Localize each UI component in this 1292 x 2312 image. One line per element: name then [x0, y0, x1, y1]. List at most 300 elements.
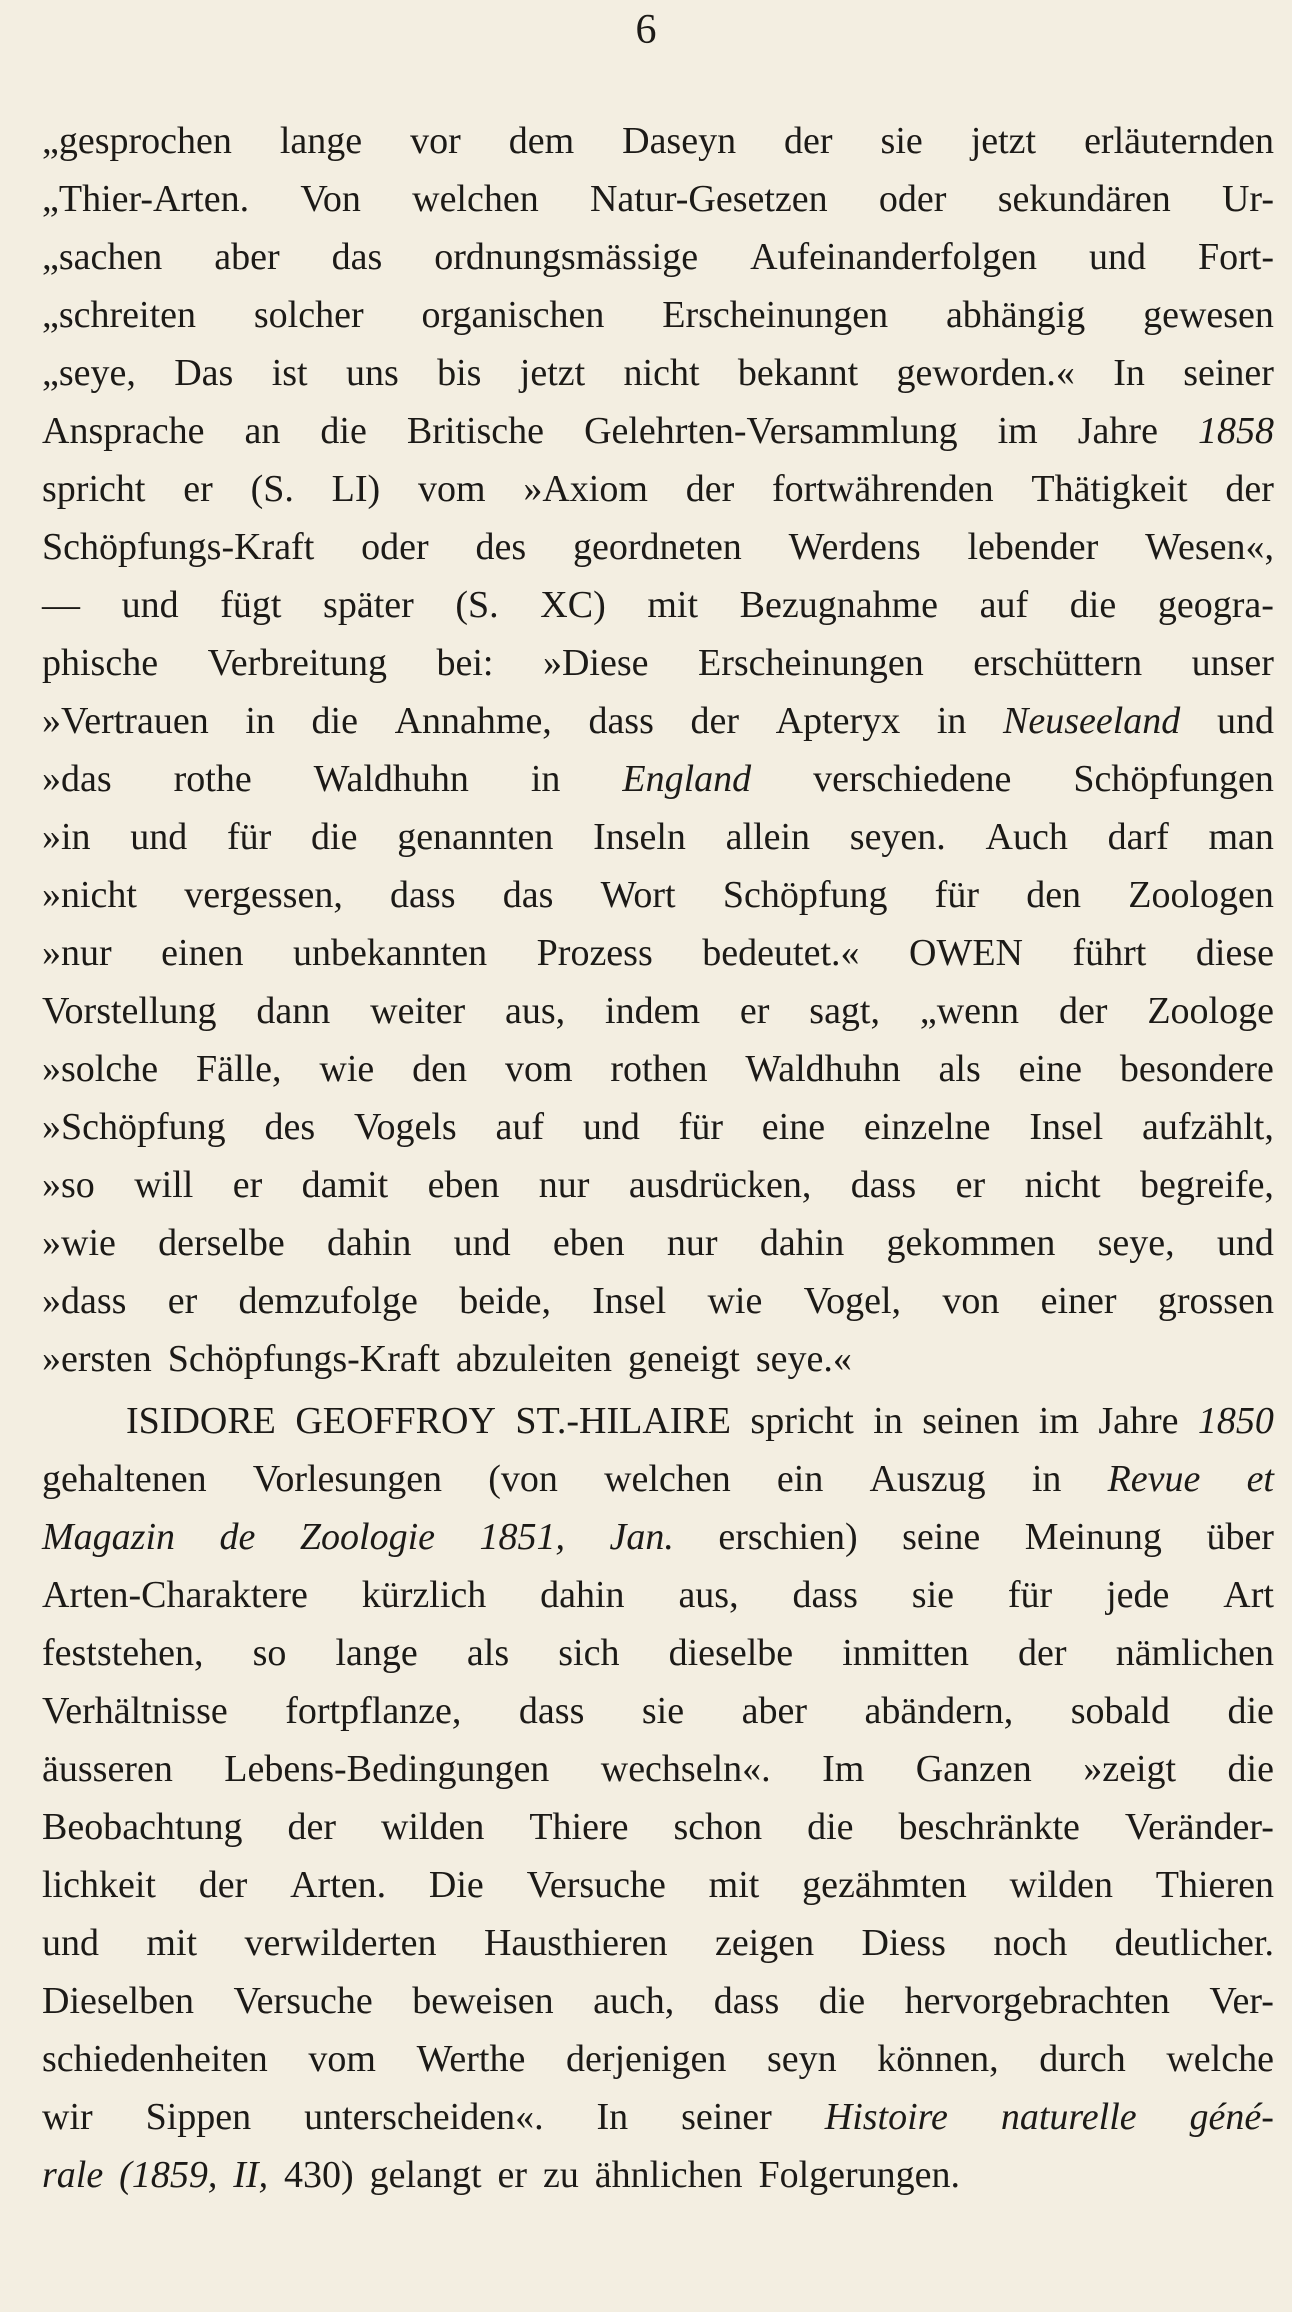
word: und: [121, 584, 179, 626]
word: wilden: [380, 1806, 485, 1848]
word: Magazin: [42, 1516, 175, 1558]
word: seye,: [1097, 1222, 1175, 1264]
word: dahin: [326, 1222, 412, 1264]
word: Verbreitung: [207, 642, 387, 684]
word: beweisen: [412, 1980, 554, 2022]
text-line: [42, 402, 1274, 460]
word: lange: [335, 1632, 418, 1674]
word: bekannt: [737, 352, 859, 394]
word: die: [807, 1806, 854, 1848]
word: in: [530, 758, 561, 800]
word: unser: [1191, 642, 1274, 684]
word: (S.: [455, 584, 499, 626]
word: wilden: [1009, 1864, 1113, 1906]
word: seiner: [1183, 352, 1274, 394]
word: sekundären: [997, 178, 1171, 220]
word: indem: [605, 990, 700, 1032]
text-line: [42, 1682, 1274, 1740]
word: über: [1206, 1516, 1274, 1558]
word: naturelle: [1000, 2096, 1137, 2138]
text-line: [42, 1624, 1274, 1682]
word: Vogel,: [803, 1280, 902, 1322]
word: erschüttern: [973, 642, 1143, 684]
word: Daseyn: [622, 120, 737, 162]
word: für: [227, 816, 272, 858]
word: Wort: [600, 874, 676, 916]
word: und: [453, 1222, 511, 1264]
word: können,: [877, 2038, 999, 2080]
paragraph: [42, 1392, 1274, 2204]
word: und: [42, 1922, 99, 1964]
word: weiter: [370, 990, 466, 1032]
word: uns: [345, 352, 399, 394]
word: eine: [1018, 1048, 1082, 1090]
word: und: [1089, 236, 1147, 278]
word: zeigen: [714, 1922, 815, 1964]
word: Revue: [1107, 1458, 1201, 1500]
text-line: [42, 924, 1274, 982]
word: gezähmten: [802, 1864, 967, 1906]
word: Zoologen: [1128, 874, 1274, 916]
word: »ersten: [42, 1338, 152, 1380]
word: der: [690, 700, 740, 742]
word: für: [678, 1106, 723, 1148]
word: Aufeinanderfolgen: [750, 236, 1038, 278]
word: gewesen: [1143, 294, 1274, 336]
word: Dieselben: [42, 1980, 194, 2022]
word: einzelne: [863, 1106, 991, 1148]
text-line: [42, 518, 1274, 576]
word: —: [42, 584, 80, 626]
word: lichkeit: [42, 1864, 156, 1906]
word: gelangt: [369, 2154, 482, 2196]
word: (von: [488, 1458, 558, 1500]
word: sie: [911, 1574, 955, 1616]
word: seye.«: [755, 1338, 852, 1380]
word: geworden.«: [896, 352, 1075, 394]
text-line: [42, 2030, 1274, 2088]
word: dass: [713, 1980, 780, 2022]
word: und: [130, 816, 188, 858]
word: erläuternden: [1084, 120, 1274, 162]
text-line: [42, 344, 1274, 402]
word: spricht: [750, 1400, 854, 1442]
word: Beobachtung: [42, 1806, 243, 1848]
word: „wenn: [919, 990, 1020, 1032]
word: der: [198, 1864, 248, 1906]
page-number: 6: [635, 7, 657, 53]
word: Versuche: [526, 1864, 666, 1906]
text-line: [42, 460, 1274, 518]
word: Fälle,: [195, 1048, 282, 1090]
word: die: [311, 700, 358, 742]
word: Sippen: [145, 2096, 252, 2138]
word: bei:: [436, 642, 494, 684]
word: seine: [902, 1516, 981, 1558]
word: Gelehrten-Versammlung: [584, 410, 958, 452]
word: im: [997, 410, 1038, 452]
word: 1858: [1197, 410, 1274, 452]
word: jetzt: [970, 120, 1037, 162]
word: er: [183, 468, 213, 510]
word: das: [502, 874, 554, 916]
text-line: [42, 1914, 1274, 1972]
word: Hausthieren: [483, 1922, 668, 1964]
word: »Schöpfung: [42, 1106, 226, 1148]
word: fortpflanze,: [285, 1690, 462, 1732]
text-line: [42, 750, 1274, 808]
word: sie: [880, 120, 923, 162]
word: durch: [1039, 2038, 1126, 2080]
word: dahin: [540, 1574, 625, 1616]
word: Erscheinungen: [662, 294, 889, 336]
word: gekommen: [886, 1222, 1056, 1264]
word: mit: [647, 584, 699, 626]
word: aber: [741, 1690, 807, 1732]
word: Erscheinungen: [697, 642, 924, 684]
word: dass: [588, 700, 654, 742]
word: „Thier-Arten.: [42, 178, 250, 220]
text-line: [42, 1508, 1274, 1566]
word: das: [331, 236, 383, 278]
text-line: [42, 1450, 1274, 1508]
word: OWEN: [909, 932, 1023, 974]
word: Lebens-Bedingungen: [224, 1748, 550, 1790]
word: dieselbe: [668, 1632, 794, 1674]
word: will: [134, 1164, 194, 1206]
word: unterscheiden«.: [304, 2096, 544, 2138]
word: Schöpfungs-Kraft: [167, 1338, 440, 1380]
word: welchen: [604, 1458, 731, 1500]
word: noch: [993, 1922, 1068, 1964]
word: jetzt: [519, 352, 586, 394]
word: auf: [495, 1106, 545, 1148]
word: geogra-: [1157, 584, 1274, 626]
word: sie: [641, 1690, 685, 1732]
word: abhängig: [945, 294, 1086, 336]
word: in: [1031, 1458, 1062, 1500]
word: zu: [542, 2154, 579, 2196]
word: als: [466, 1632, 510, 1674]
text-line: [42, 1330, 1274, 1388]
word: Ur-: [1221, 178, 1274, 220]
word: »zeigt: [1083, 1748, 1177, 1790]
word: vom: [308, 2038, 376, 2080]
word: der: [1058, 990, 1108, 1032]
word: Veränder-: [1124, 1806, 1274, 1848]
word: des: [264, 1106, 316, 1148]
word: Neuseeland: [1003, 700, 1181, 742]
word: Zoologie: [299, 1516, 435, 1558]
word: gehaltenen: [42, 1458, 207, 1500]
word: Waldhuhn: [313, 758, 469, 800]
word: unbekannten: [292, 932, 488, 974]
word: „seye,: [42, 352, 136, 394]
word: mit: [146, 1922, 198, 1964]
word: derselbe: [158, 1222, 285, 1264]
word: fortwährenden: [772, 468, 994, 510]
word: als: [938, 1048, 981, 1090]
word: ist: [271, 352, 308, 394]
word: die: [818, 1980, 866, 2022]
word: 430): [284, 2154, 354, 2196]
word: LI): [331, 468, 381, 510]
word: die: [1227, 1748, 1274, 1790]
word: an: [244, 410, 281, 452]
text-line: [42, 1972, 1274, 2030]
word: »solche: [42, 1048, 159, 1090]
word: Inseln: [593, 816, 686, 858]
text-line: [42, 228, 1274, 286]
word: in: [936, 700, 967, 742]
word: Schöpfungen: [1073, 758, 1274, 800]
word: Wesen«,: [1145, 526, 1274, 568]
word: später: [323, 584, 414, 626]
word: der: [287, 1806, 336, 1848]
word: Ganzen: [915, 1748, 1032, 1790]
word: die: [320, 410, 367, 452]
word: derjenigen: [565, 2038, 727, 2080]
word: er: [955, 1164, 986, 1206]
word: die: [1227, 1690, 1274, 1732]
text-line: [42, 692, 1274, 750]
word: diese: [1195, 932, 1274, 974]
word: schon: [673, 1806, 763, 1848]
word: Britische: [406, 410, 545, 452]
word: Diess: [861, 1922, 946, 1964]
word: eine: [761, 1106, 826, 1148]
word: deutlicher.: [1114, 1922, 1274, 1964]
word: man: [1208, 816, 1274, 858]
text-line: [42, 1856, 1274, 1914]
word: geneigt: [628, 1338, 740, 1380]
word: Ansprache: [42, 410, 205, 452]
word: Prozess: [536, 932, 653, 974]
word: er: [167, 1280, 198, 1322]
word: Waldhuhn: [745, 1048, 901, 1090]
word: Jahre: [1077, 410, 1158, 452]
word: Insel: [1029, 1106, 1104, 1148]
word: seinen: [922, 1400, 1020, 1442]
word: schiedenheiten: [42, 2038, 268, 2080]
word: dann: [256, 990, 331, 1032]
word: Auch: [985, 816, 1068, 858]
word: geordneten: [573, 526, 742, 568]
word: »in: [42, 816, 91, 858]
word: welchen: [412, 178, 539, 220]
word: Histoire: [824, 2096, 948, 2138]
word: Thieren: [1155, 1864, 1274, 1906]
word: »das: [42, 758, 112, 800]
word: er: [497, 2154, 527, 2196]
word: seyn: [766, 2038, 837, 2080]
word: der: [685, 468, 735, 510]
word: vom: [417, 468, 486, 510]
word: abändern,: [864, 1690, 1014, 1732]
text-line: [42, 1272, 1274, 1330]
word: »nicht: [42, 874, 137, 916]
word: er: [232, 1164, 263, 1206]
word: verschiedene: [813, 758, 1012, 800]
word: den: [1026, 874, 1082, 916]
word: ordnungsmässige: [434, 236, 699, 278]
word: vergessen,: [184, 874, 343, 916]
word: sagt,: [809, 990, 880, 1032]
word: Von: [300, 178, 361, 220]
text-line: [42, 634, 1274, 692]
text-line: [42, 170, 1274, 228]
text-line: [42, 2146, 1274, 2204]
word: Versuche: [233, 1980, 373, 2022]
word: Jahre: [1098, 1400, 1179, 1442]
word: dass: [390, 874, 456, 916]
word: aus,: [678, 1574, 739, 1616]
word: Verhältnisse: [42, 1690, 228, 1732]
word: Bezugnahme: [739, 584, 939, 626]
word: Auszug: [869, 1458, 986, 1500]
word: so: [252, 1632, 287, 1674]
word: vom: [504, 1048, 573, 1090]
word: für: [1007, 1574, 1053, 1616]
word: Im: [822, 1748, 865, 1790]
word: rothe: [173, 758, 252, 800]
text-line: [42, 1392, 1274, 1450]
word: England: [622, 758, 752, 800]
word: ausdrücken,: [628, 1164, 812, 1206]
word: den: [412, 1048, 468, 1090]
text-line: [42, 982, 1274, 1040]
text-line: [42, 286, 1274, 344]
word: (S.: [250, 468, 294, 510]
word: géné-: [1189, 2096, 1274, 2138]
word: Vorstellung: [42, 990, 217, 1032]
word: Thätigkeit: [1031, 468, 1188, 510]
word: und: [1216, 1222, 1274, 1264]
word: mit: [708, 1864, 760, 1906]
word: phische: [42, 642, 159, 684]
word: nicht: [1024, 1164, 1101, 1206]
word: Apteryx: [775, 700, 901, 742]
word: Vorlesungen: [252, 1458, 443, 1500]
word: organischen: [421, 294, 605, 336]
word: GEOFFROY: [295, 1400, 496, 1442]
word: Schöpfungs-Kraft: [42, 526, 315, 568]
word: nur: [666, 1222, 718, 1264]
word: begreife,: [1139, 1164, 1274, 1206]
word: aufzählt,: [1142, 1106, 1274, 1148]
word: im: [1038, 1400, 1079, 1442]
word: II,: [233, 2154, 269, 2196]
word: Jan.: [609, 1516, 674, 1558]
word: Werdens: [788, 526, 921, 568]
word: kürzlich: [361, 1574, 487, 1616]
word: Annahme,: [394, 700, 552, 742]
text-line: [42, 1156, 1274, 1214]
word: oder: [361, 526, 429, 568]
word: Art: [1223, 1574, 1274, 1616]
word: de: [219, 1516, 256, 1558]
text-line: [42, 1214, 1274, 1272]
text-line: [42, 1040, 1274, 1098]
word: rothen: [610, 1048, 708, 1090]
word: erschien): [718, 1516, 858, 1558]
word: solcher: [253, 294, 364, 336]
word: In: [1113, 352, 1145, 394]
word: feststehen,: [42, 1632, 204, 1674]
word: Das: [174, 352, 234, 394]
word: bedeutet.«: [702, 932, 860, 974]
word: besondere: [1119, 1048, 1274, 1090]
word: darf: [1107, 816, 1169, 858]
word: ISIDORE: [126, 1400, 276, 1442]
word: er: [739, 990, 770, 1032]
word: Meinung: [1024, 1516, 1162, 1558]
word: seyen.: [849, 816, 946, 858]
text-line: [42, 576, 1274, 634]
body-text: [42, 112, 1274, 2204]
word: wir: [42, 2096, 93, 2138]
word: »so: [42, 1164, 95, 1206]
word: »wie: [42, 1222, 116, 1264]
word: beide,: [459, 1280, 551, 1322]
word: der: [784, 120, 833, 162]
word: Natur-Gesetzen: [589, 178, 828, 220]
word: sobald: [1070, 1690, 1170, 1732]
word: von: [942, 1280, 1000, 1322]
word: des: [475, 526, 527, 568]
word: wie: [707, 1280, 763, 1322]
word: genannten: [397, 816, 554, 858]
word: jede: [1106, 1574, 1170, 1616]
text-line: [42, 1798, 1274, 1856]
word: vor: [410, 120, 461, 162]
text-line: [42, 2088, 1274, 2146]
word: lange: [279, 120, 363, 162]
word: führt: [1072, 932, 1147, 974]
word: in: [873, 1400, 903, 1442]
word: rale: [42, 2154, 104, 2196]
word: ähnlichen: [594, 2154, 743, 2196]
word: dem: [508, 120, 575, 162]
word: Werthe: [416, 2038, 526, 2080]
word: Arten.: [290, 1864, 387, 1906]
word: dass: [518, 1690, 585, 1732]
word: Ver-: [1209, 1980, 1274, 2022]
word: »Vertrauen: [42, 700, 209, 742]
word: aber: [214, 236, 280, 278]
word: bis: [437, 352, 482, 394]
word: die: [311, 816, 358, 858]
word: einer: [1040, 1280, 1117, 1322]
word: abzuleiten: [455, 1338, 613, 1380]
word: Zoologe: [1147, 990, 1274, 1032]
word: beschränkte: [898, 1806, 1080, 1848]
word: spricht: [42, 468, 146, 510]
text-line: [42, 1566, 1274, 1624]
word: äusseren: [42, 1748, 173, 1790]
word: auch,: [593, 1980, 675, 2022]
word: ein: [776, 1458, 824, 1500]
word: wechseln«.: [600, 1748, 771, 1790]
word: grossen: [1157, 1280, 1274, 1322]
text-line: [42, 808, 1274, 866]
word: ST.-HILAIRE: [515, 1400, 731, 1442]
word: Schöpfung: [722, 874, 888, 916]
paragraph: [42, 112, 1274, 1388]
word: allein: [725, 816, 811, 858]
word: der: [1225, 468, 1274, 510]
word: »Axiom: [523, 468, 648, 510]
